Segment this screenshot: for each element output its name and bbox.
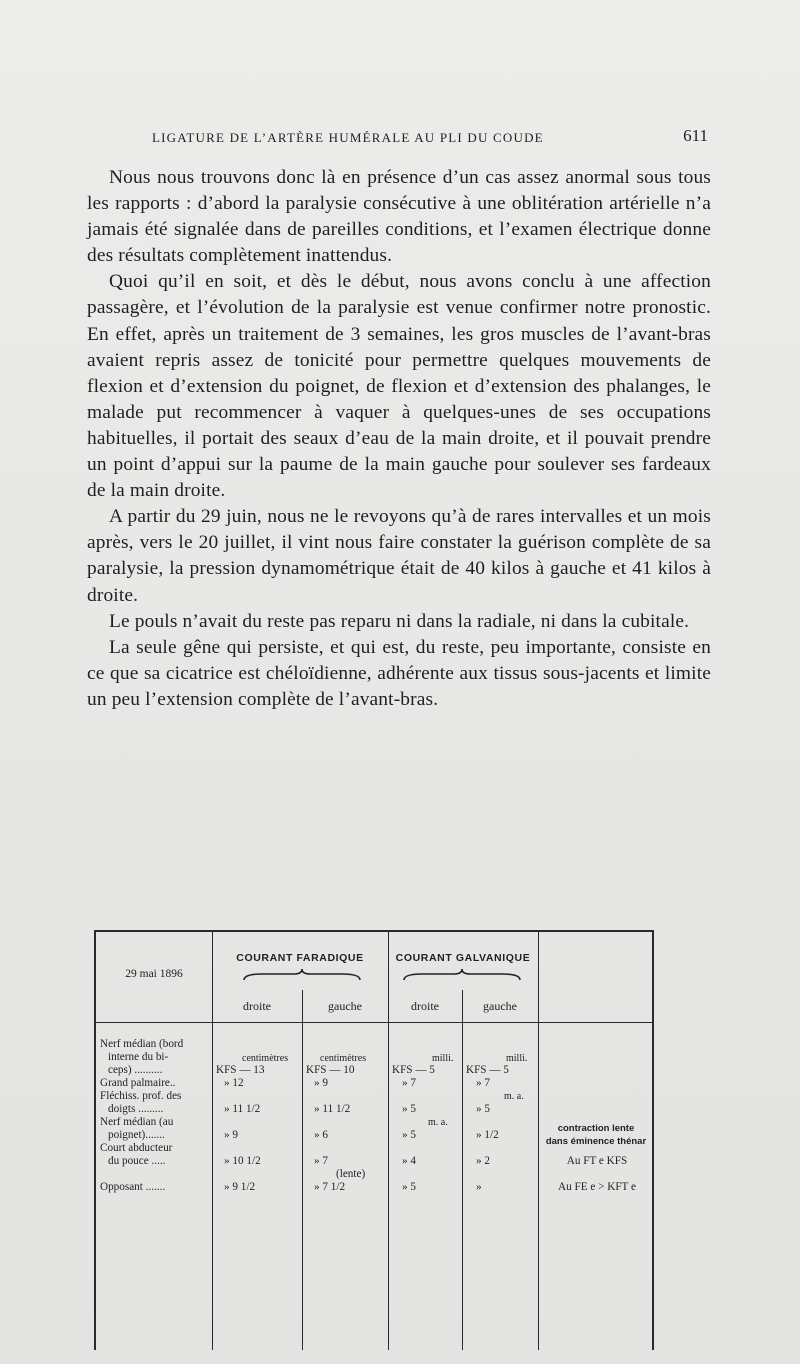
faradique-brace [242,968,362,982]
row-label: Grand palmaire.. [100,1077,176,1089]
far-gauche-header: gauche [328,999,362,1013]
col-rule [462,990,463,1350]
col-rule [302,990,303,1350]
paragraph: Nous nous trouvons donc là en présence d’un cas assez anormal sous tous les rapports : d’abord la paralysie consécutive à une oblitération artérielle n’a jamais été signalée dans de pareilles conditions, et l’examen électrique donne des résultats complètement inattendus. [87,167,711,267]
note-eminence: dans éminence thénar [545,1136,647,1147]
value-cell: KFS — 13 [216,1064,265,1076]
value-cell: » 9 [224,1129,238,1141]
value-cell: » 7 [314,1155,328,1167]
value-cell: KFS — 5 [466,1064,509,1076]
value-cell: KFS — 10 [306,1064,355,1076]
table-right-rule [652,930,654,1350]
value-cell: » 11 1/2 [224,1103,261,1115]
faradique-header: COURANT FARADIQUE [236,952,364,964]
row-label: Opposant ....... [100,1181,166,1193]
table-left-rule [94,930,96,1350]
row-label: du pouce ..... [108,1155,166,1167]
value-cell: » 5 [476,1103,490,1115]
value-cell: » 2 [476,1155,490,1167]
unit-label: m. a. [428,1117,448,1128]
value-cell: » 9 [314,1077,328,1089]
value-cell: » 11 1/2 [314,1103,351,1115]
paragraph: La seule gêne qui persiste, et qui est, du reste, peu importante, consiste en ce que sa cicatrice est chéloïdienne, adhérente aux tissus sous-jacents et limite un peu l’extension complète de l’avant-bras. [87,636,711,710]
value-cell: KFS — 5 [392,1064,435,1076]
col-rule [538,932,539,1350]
value-cell: » 9 1/2 [224,1181,256,1193]
row-label: doigts ......... [108,1103,164,1115]
header-rule [94,1022,652,1023]
row-label: poignet)....... [108,1129,165,1141]
col-rule [388,932,389,1350]
value-cell: » 10 1/2 [224,1155,261,1167]
value-cell: » 4 [402,1155,416,1167]
unit-label: centimètres [320,1053,367,1064]
value-cell: » 7 [402,1077,416,1089]
value-cell: » 12 [224,1077,244,1089]
row-label: ceps) .......... [108,1064,163,1076]
far-droite-header: droite [243,999,271,1013]
unit-label: milli. [432,1053,454,1064]
paragraph: Quoi qu’il en soit, et dès le début, nous avons conclu à une affection passagère, et l’évolution de la paralysie est venue confirmer notre pronostic. En effet, après un traitement de 3 semaines, les gros muscles de l’avant-bras avaient repris assez de tonicité pour permettre quelques mouvements de flexion et d’extension du poignet, de flexion et d’extension des phalanges, le malade put recommencer à vaquer à quelques-unes de ses occupations habituelles, il portait des seaux d’eau de la main droite, et il pouvait prendre un point d’appui sur la paume de la main gauche pour soulever ses fardeaux de la main droite. [87,271,711,502]
value-cell: » 5 [402,1181,416,1193]
table-top-rule [94,930,652,932]
galvanique-header: COURANT GALVANIQUE [395,952,531,964]
value-cell: » 6 [314,1129,328,1141]
unit-label: milli. [506,1053,528,1064]
note-ft: Au FT e KFS [566,1155,628,1167]
row-label: Nerf médian (au [100,1116,174,1128]
note-contraction: contraction lente [557,1123,635,1134]
galvanique-brace [402,968,522,982]
value-cell: » 5 [402,1103,416,1115]
unit-label: centimètres [242,1053,289,1064]
electrical-exam-table [92,930,654,1350]
row-label: Nerf médian (bord [100,1038,184,1050]
note-fe: Au FE e > KFT e [558,1181,636,1193]
table-date: 29 mai 1896 [125,968,183,980]
paragraph: A partir du 29 juin, nous ne le revoyons qu’à de rares intervalles et un mois après, vers le 20 juillet, il vint nous faire constater la guérison complète de sa paralysie, la pression dynamométrique était de 40 kilos à gauche et 41 kilos à droite. [87,506,711,606]
body-text [87,165,711,713]
col-rule [212,932,213,1350]
value-cell: (lente) [336,1168,366,1180]
page-number: 611 [683,126,708,145]
row-label: interne du bi- [108,1051,169,1063]
gal-gauche-header: gauche [483,999,517,1013]
value-cell: » 1/2 [476,1129,499,1141]
running-title: LIGATURE DE L’ARTÈRE HUMÉRALE AU PLI DU COUDE [152,130,544,145]
row-label: Fléchiss. prof. des [100,1090,182,1102]
row-label: Court abducteur [100,1142,173,1154]
unit-label: m. a. [504,1091,524,1102]
value-cell: » [476,1181,482,1193]
value-cell: » 7 1/2 [314,1181,346,1193]
value-cell: » 5 [402,1129,416,1141]
paragraph: Le pouls n’avait du reste pas reparu ni dans la radiale, ni dans la cubitale. [109,610,690,632]
gal-droite-header: droite [411,999,439,1013]
value-cell: » 7 [476,1077,490,1089]
